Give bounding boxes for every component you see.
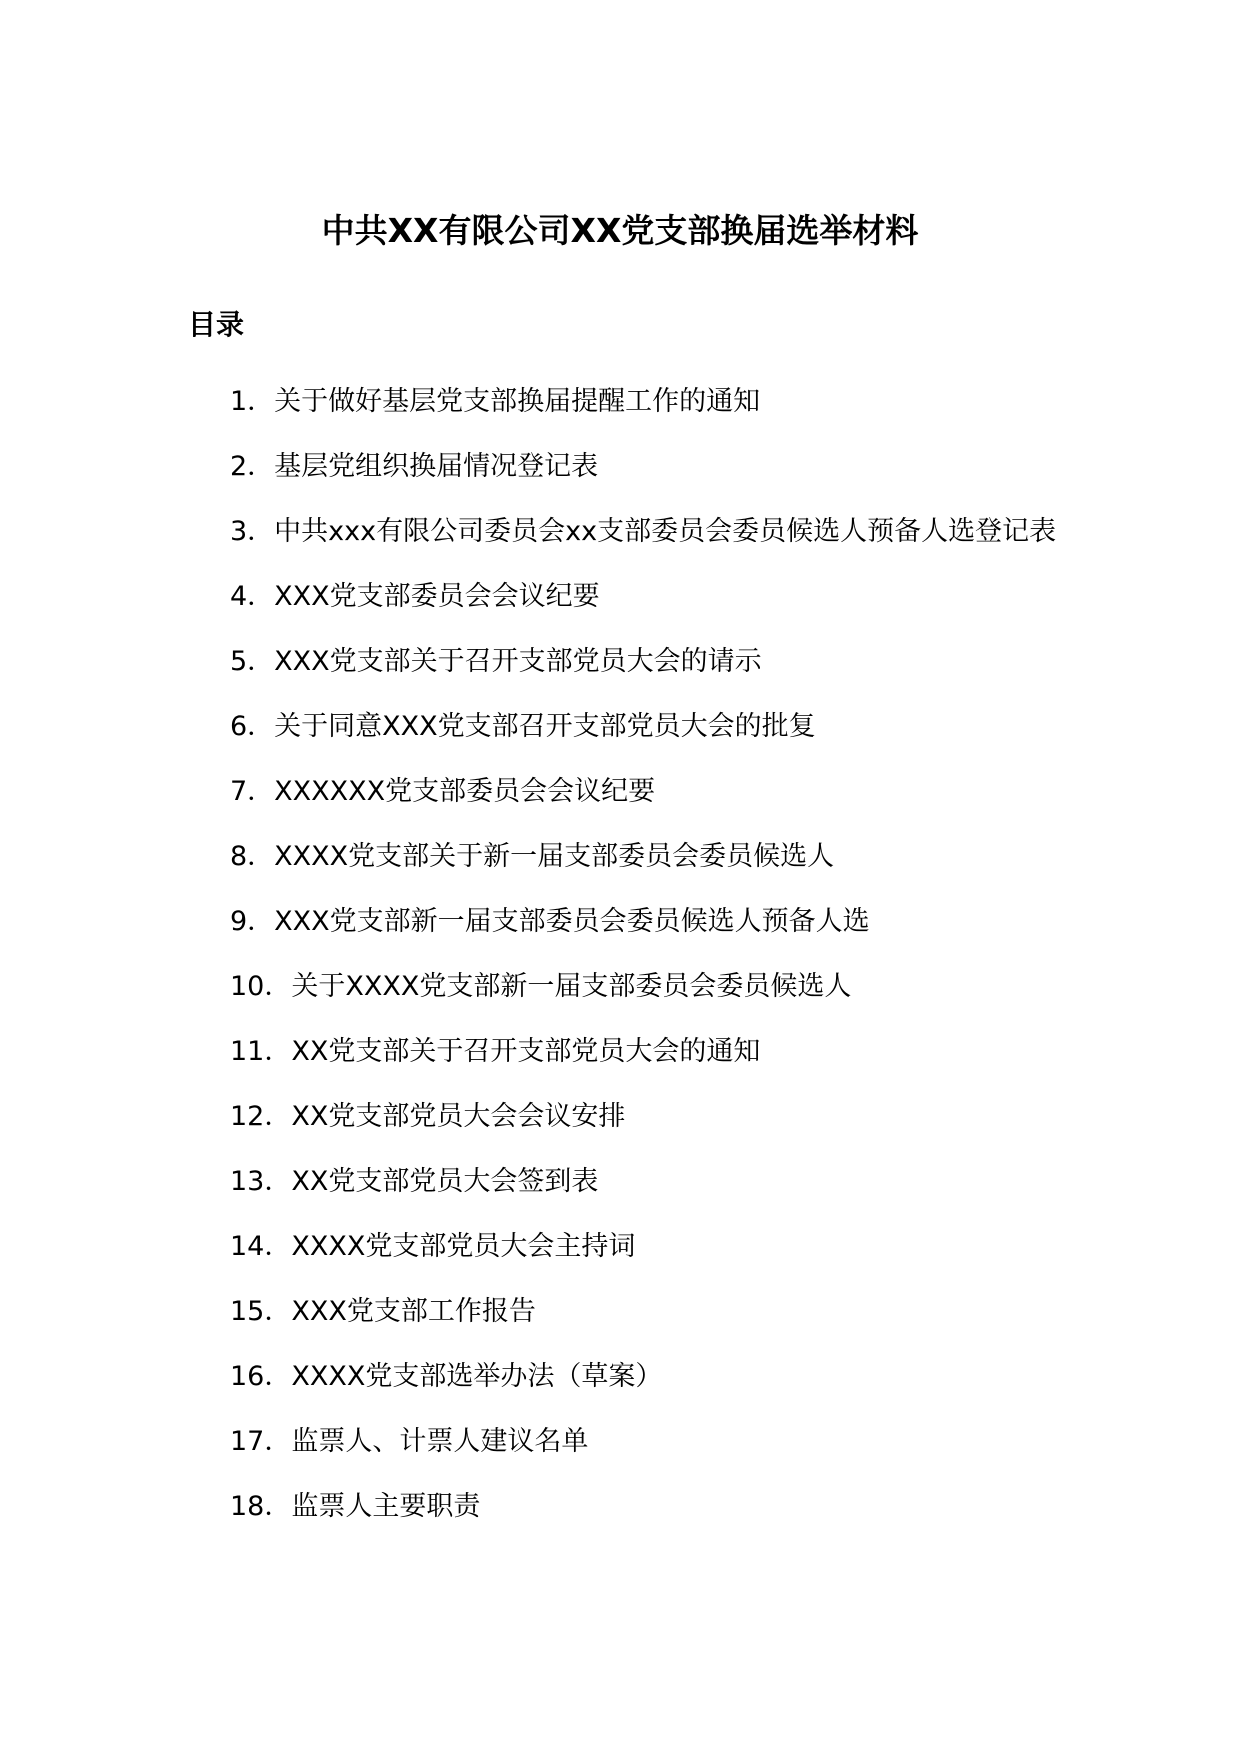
toc-list xyxy=(188,369,1068,1539)
toc-item: 8．XXXX党支部关于新一届支部委员会委员候选人 xyxy=(230,841,835,872)
toc-heading: 目录 xyxy=(188,308,245,341)
toc-item: 10．关于XXXX党支部新一届支部委员会委员候选人 xyxy=(230,971,852,1002)
toc-item: 17．监票人、计票人建议名单 xyxy=(230,1426,589,1457)
toc-item: 11．XX党支部关于召开支部党员大会的通知 xyxy=(230,1036,761,1067)
toc-item: 15．XXX党支部工作报告 xyxy=(230,1296,536,1327)
toc-item: 7．XXXXXX党支部委员会会议纪要 xyxy=(230,776,656,807)
document-title: 中共XX有限公司XX党支部换届选举材料 xyxy=(321,211,919,250)
toc-item: 6．关于同意XXX党支部召开支部党员大会的批复 xyxy=(230,711,816,742)
toc-item: 18．监票人主要职责 xyxy=(230,1491,481,1522)
toc-item: 12．XX党支部党员大会会议安排 xyxy=(230,1101,626,1132)
toc-item: 16．XXXX党支部选举办法（草案） xyxy=(230,1361,663,1392)
toc-item: 3．中共xxx有限公司委员会xx支部委员会委员候选人预备人选登记表 xyxy=(230,516,1057,547)
toc-item: 1．关于做好基层党支部换届提醒工作的通知 xyxy=(230,386,761,417)
toc-item: 4．XXX党支部委员会会议纪要 xyxy=(230,581,600,612)
toc-item: 13．XX党支部党员大会签到表 xyxy=(230,1166,599,1197)
toc-item: 5．XXX党支部关于召开支部党员大会的请示 xyxy=(230,646,762,677)
toc-item: 2．基层党组织换届情况登记表 xyxy=(230,451,599,482)
toc-item: 9．XXX党支部新一届支部委员会委员候选人预备人选 xyxy=(230,906,870,937)
toc-item: 14．XXXX党支部党员大会主持词 xyxy=(230,1231,636,1262)
